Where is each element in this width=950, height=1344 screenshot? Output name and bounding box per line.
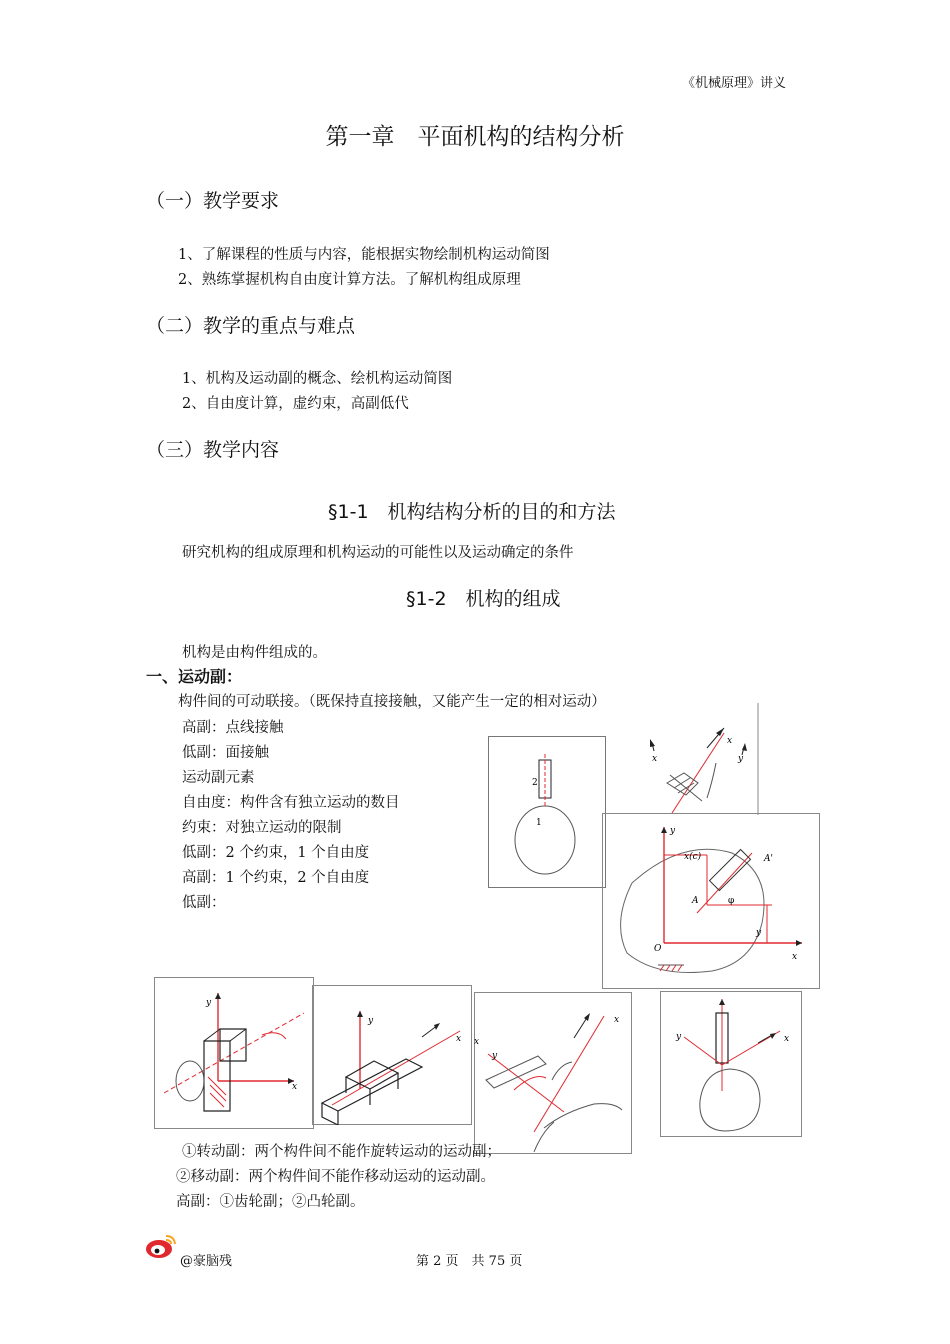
label-xc: x(c) (684, 852, 702, 862)
line-dof: 自由度：构件含有独立运动的数目 (182, 795, 400, 811)
line-revolute-pair: ①转动副：两个构件间不能作旋转运动的运动副； (182, 1144, 501, 1160)
figure-revolute-pair (154, 977, 314, 1129)
heading-key-points: （二）教学的重点与难点 (146, 315, 356, 337)
key-item-1: 1、机构及运动副的概念、绘机构运动简图 (182, 371, 453, 387)
line-higher-pair-types: 高副：①齿轮副；②凸轮副。 (176, 1194, 365, 1210)
figure-crank-axes (602, 813, 820, 989)
section-1-1-text: 研究机构的组成原理和机构运动的可能性以及运动确定的条件 (182, 545, 574, 561)
line-lower-pair: 低副：面接触 (182, 745, 269, 761)
page-number: 第 2 页 共 75 页 (416, 1254, 523, 1269)
figure-pin-on-disc (488, 736, 606, 888)
section-1-2-title: §1-2 机构的组成 (406, 588, 561, 610)
key-item-2: 2、自由度计算，虚约束，高副低代 (182, 396, 409, 412)
label-x: x (652, 754, 658, 764)
label-y: y (738, 754, 744, 764)
label-link-1: 1 (536, 818, 542, 828)
running-header: 《机械原理》讲义 (682, 76, 787, 91)
weibo-handle: @豪脑残 (180, 1254, 233, 1269)
figure-cam-follower (660, 991, 802, 1137)
kinematic-pair-definition: 构件间的可动联接。（既保持直接接触，又能产生一定的相对运动） (178, 694, 606, 710)
label-y: y (676, 1032, 682, 1042)
figure-higher-pair-surface (474, 992, 632, 1154)
label-y: y (206, 998, 212, 1008)
chapter-title: 第一章 平面机构的结构分析 (325, 124, 625, 150)
label-x: x (456, 1034, 462, 1044)
label-y: y (756, 928, 762, 938)
line-higher-pair: 高副：点线接触 (182, 720, 284, 736)
figure-contact-sketch (612, 703, 760, 815)
line-pair-element: 运动副元素 (182, 770, 255, 786)
label-a-prime: A' (764, 854, 773, 864)
label-a: A (692, 896, 699, 906)
heading-teaching-requirements: （一）教学要求 (146, 190, 280, 212)
line-lower-pair-dof: 低副：2 个约束，1 个自由度 (182, 845, 370, 861)
kinematic-pair-heading: 一、运动副： (146, 667, 243, 686)
line-constraint: 约束：对独立运动的限制 (182, 820, 342, 836)
label-o: O (654, 944, 662, 954)
figure-prismatic-pair (312, 985, 472, 1125)
label-y: y (368, 1016, 374, 1026)
section-1-1-title: §1-1 机构结构分析的目的和方法 (328, 501, 616, 523)
line-higher-pair-dof: 高副：1 个约束，2 个自由度 (182, 870, 370, 886)
label-x: x (292, 1082, 298, 1092)
req-item-1: 1、了解课程的性质与内容，能根据实物绘制机构运动简图 (178, 247, 550, 263)
label-y: y (670, 826, 676, 836)
label-x: x (784, 1034, 790, 1044)
line-lower-pair-types: 低副： (182, 895, 226, 911)
heading-teaching-content: （三）教学内容 (146, 439, 280, 461)
label-phi: φ (728, 896, 735, 906)
section-1-2-intro: 机构是由构件组成的。 (182, 645, 327, 661)
label-x: x (474, 1037, 480, 1047)
line-prismatic-pair: ②移动副：两个构件间不能作移动运动的运动副。 (176, 1169, 495, 1185)
req-item-2: 2、熟练掌握机构自由度计算方法。了解机构组成原理 (178, 272, 521, 288)
label-y: y (492, 1051, 498, 1061)
label-x: x (792, 952, 798, 962)
label-link-2: 2 (532, 778, 538, 788)
weibo-logo-icon (144, 1232, 178, 1260)
label-x: x (727, 736, 733, 746)
label-x: x (614, 1015, 620, 1025)
